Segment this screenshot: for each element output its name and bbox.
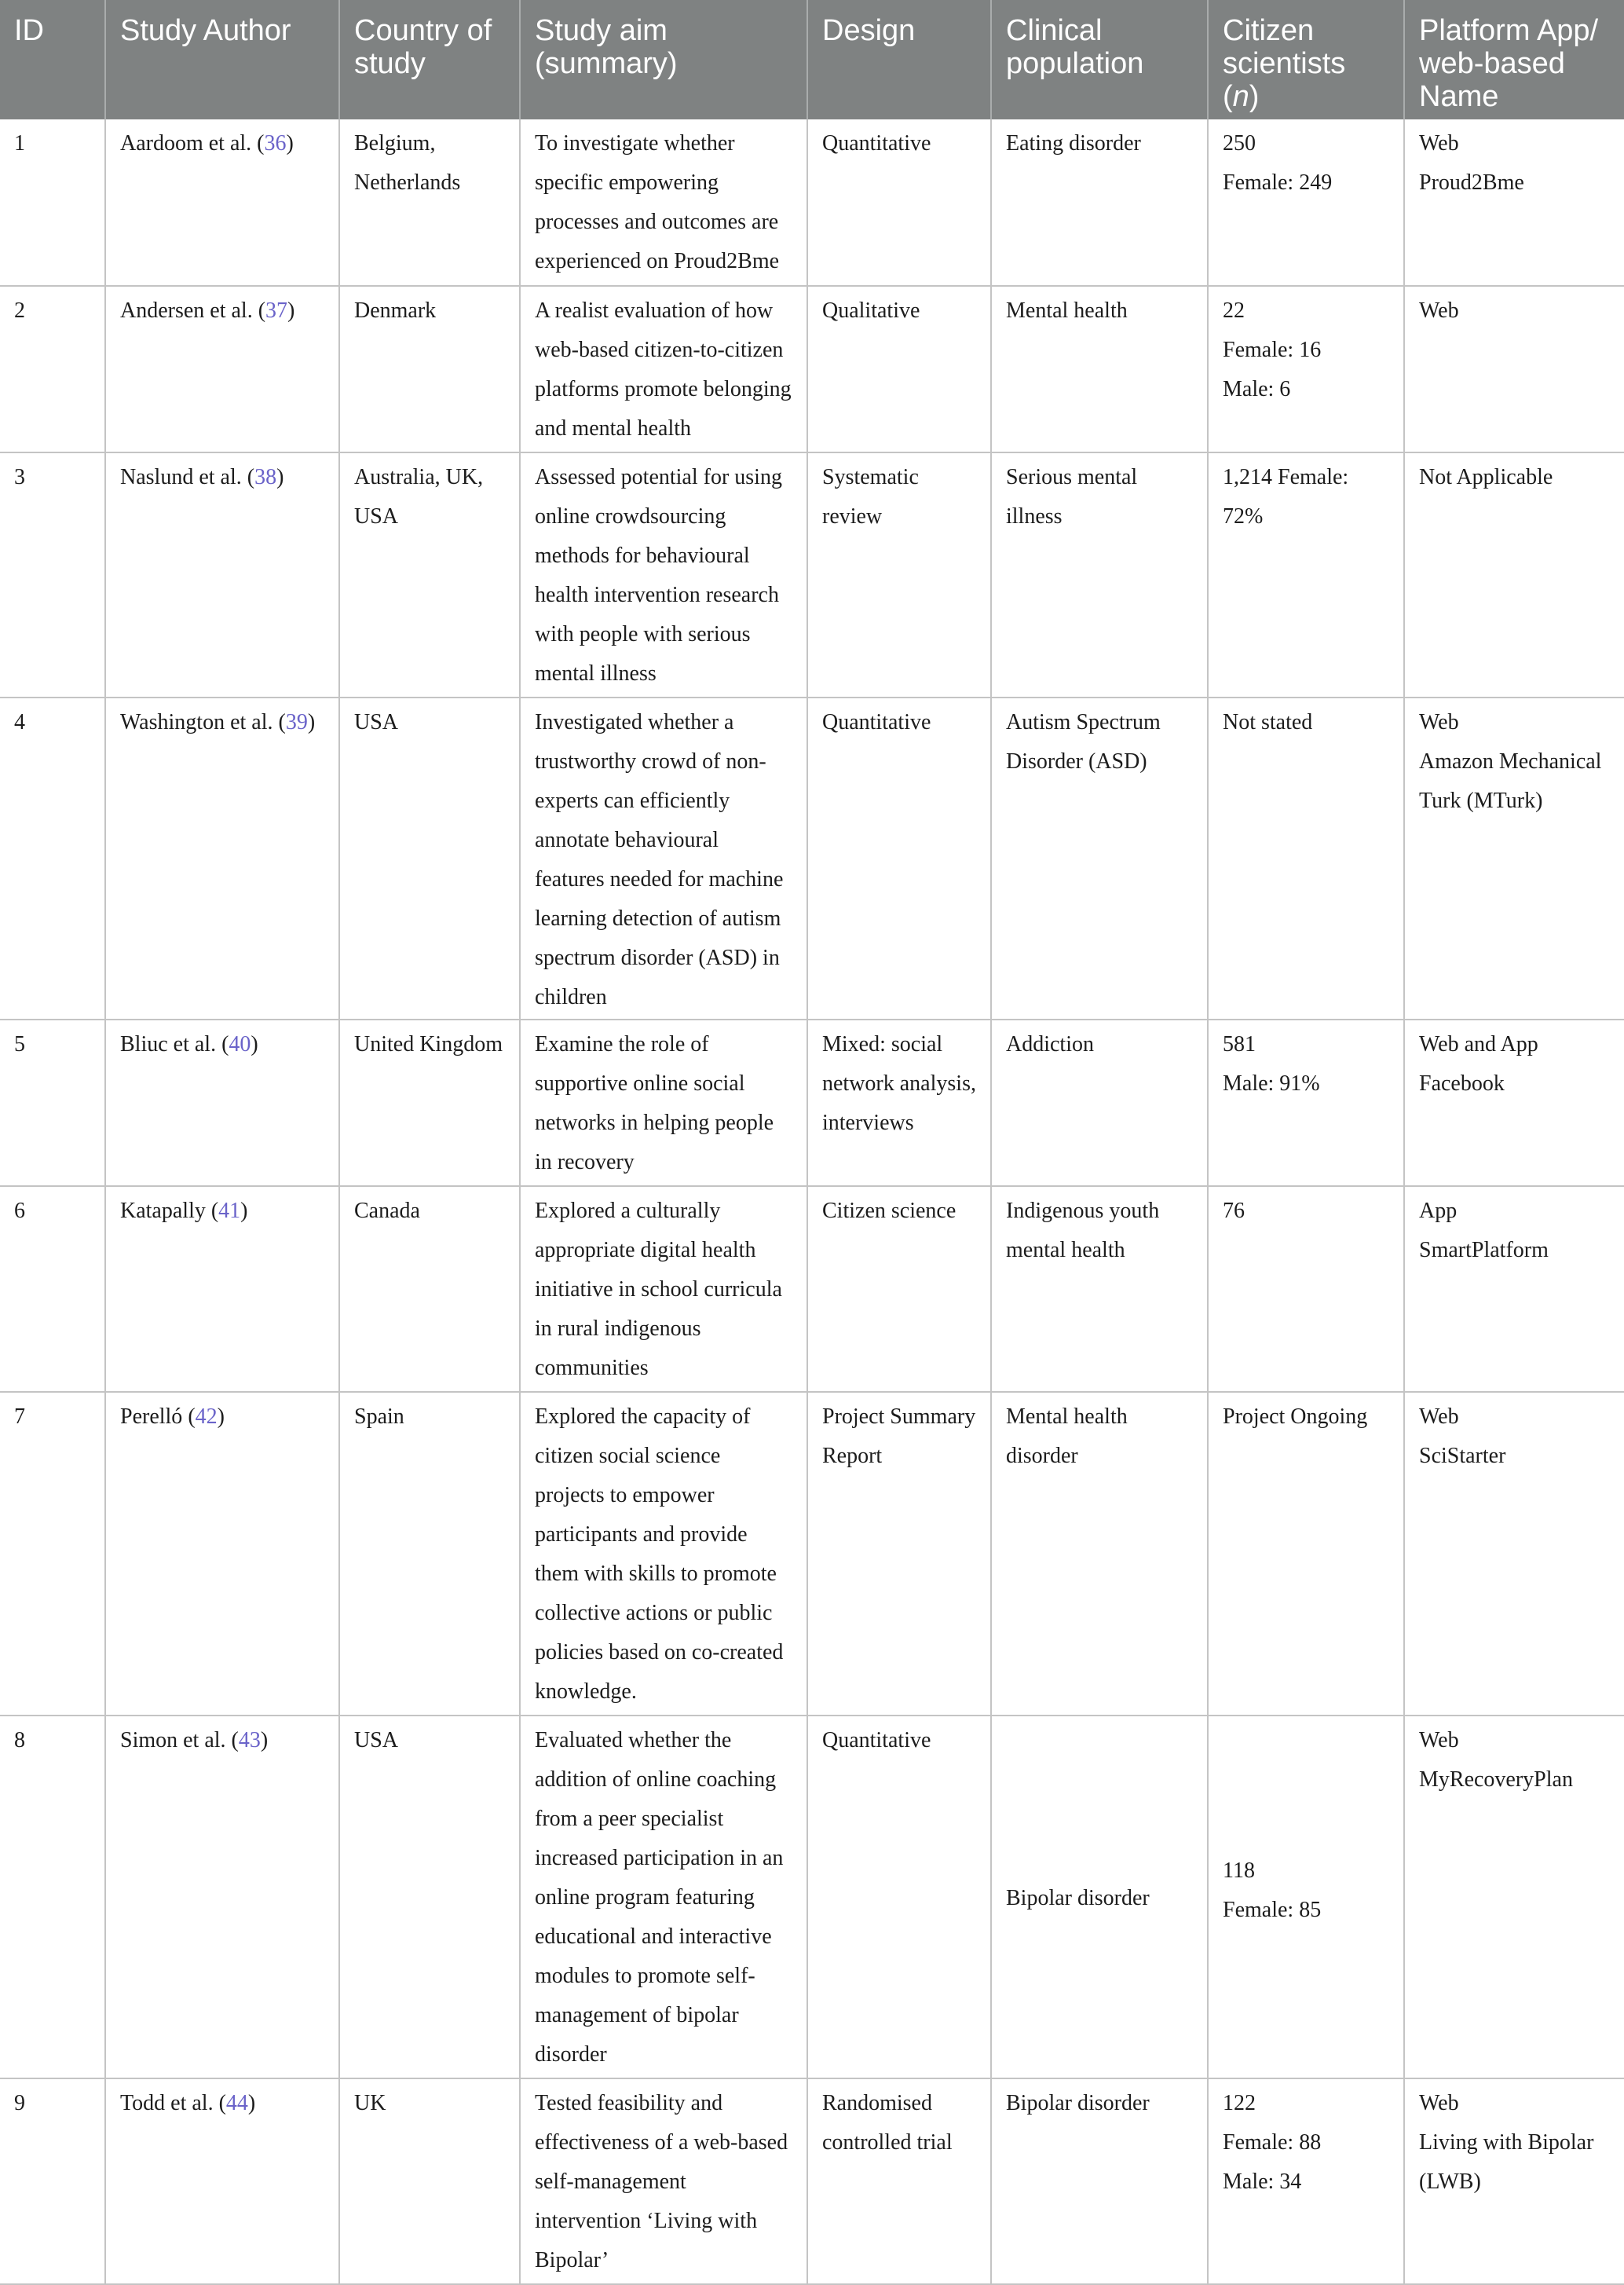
citizen-line: 118 — [1223, 1858, 1255, 1883]
cell-country: United Kingdom — [339, 1020, 520, 1186]
cell-clinical: Mental health disorder — [991, 1392, 1208, 1716]
cell-citizen — [1208, 2078, 1404, 2284]
table-row — [0, 452, 1624, 698]
citizen-line: 250 — [1223, 131, 1256, 156]
reference-link[interactable]: 40 — [229, 1032, 251, 1056]
author-name: Simon et al. — [120, 1728, 226, 1752]
header-country: Country of study — [339, 0, 520, 119]
platform-line: Web — [1419, 710, 1459, 734]
author-name: Bliuc et al. — [120, 1032, 217, 1056]
table-row — [0, 119, 1624, 286]
platform-line: Proud2Bme — [1419, 170, 1524, 195]
cell-country: USA — [339, 1716, 520, 2078]
cell-id: 1 — [0, 119, 105, 286]
platform-line: Web — [1419, 2091, 1459, 2115]
cell-design: Systematic review — [807, 452, 991, 698]
table-row — [0, 1392, 1624, 1716]
author-name: Andersen et al. — [120, 298, 253, 323]
author-name: Washington et al. — [120, 710, 273, 734]
platform-line: Web — [1419, 1404, 1459, 1429]
cell-design: Mixed: social network analysis, interviews — [807, 1020, 991, 1186]
cell-id: 8 — [0, 1716, 105, 2078]
citizen-line: Female: 88 — [1223, 2130, 1322, 2155]
cell-citizen — [1208, 1020, 1404, 1186]
cell-clinical: Indigenous youth mental health — [991, 1186, 1208, 1392]
platform-line: MyRecoveryPlan — [1419, 1767, 1573, 1792]
cell-author: Andersen et al. (37) — [105, 286, 339, 452]
author-name: Naslund et al. — [120, 465, 242, 489]
cell-aim: Explored a culturally appropriate digital health initiative in school curricula in rural indigenous communities — [520, 1186, 807, 1392]
cell-country: Spain — [339, 1392, 520, 1716]
cell-id: 6 — [0, 1186, 105, 1392]
header-clinical: Clinical population — [991, 0, 1208, 119]
cell-aim: Assessed potential for using online crowdsourcing methods for behavioural health intervention research with people with serious mental illness — [520, 452, 807, 698]
cell-citizen — [1208, 286, 1404, 452]
citizen-line: Female: 249 — [1223, 170, 1333, 195]
cell-citizen — [1208, 1716, 1404, 2078]
reference-link[interactable]: 36 — [264, 131, 287, 156]
cell-design: Randomised controlled trial — [807, 2078, 991, 2284]
header-id: ID — [0, 0, 105, 119]
cell-author: Aardoom et al. (36) — [105, 119, 339, 286]
citizen-line: Female: 85 — [1223, 1898, 1322, 1922]
citizen-line: 1,214 Female: 72% — [1223, 465, 1349, 529]
header-citizen: Citizen scientists (n) — [1208, 0, 1404, 119]
cell-design: Citizen science — [807, 1186, 991, 1392]
cell-design: Quantitative — [807, 698, 991, 1020]
platform-line: Web — [1419, 1728, 1459, 1752]
platform-line: Web and App — [1419, 1032, 1538, 1056]
reference-link[interactable]: 41 — [218, 1199, 241, 1223]
reference-link[interactable]: 37 — [265, 298, 288, 323]
cell-aim: Explored the capacity of citizen social science projects to empower participants and provide them with skills to promote collective actions or public policies based on co-created knowledge. — [520, 1392, 807, 1716]
reference-link[interactable]: 39 — [285, 710, 308, 734]
cell-design: Quantitative — [807, 1716, 991, 2078]
platform-line: Amazon Mechanical Turk (MTurk) — [1419, 749, 1602, 813]
cell-author: Washington et al. (39) — [105, 698, 339, 1020]
cell-citizen — [1208, 452, 1404, 698]
cell-country: Australia, UK, USA — [339, 452, 520, 698]
cell-author: Todd et al. (44) — [105, 2078, 339, 2284]
citizen-line: Male: 91% — [1223, 1071, 1320, 1096]
cell-citizen — [1208, 1392, 1404, 1716]
cell-clinical: Addiction — [991, 1020, 1208, 1186]
cell-id: 9 — [0, 2078, 105, 2284]
cell-country: Canada — [339, 1186, 520, 1392]
citizen-line: Male: 34 — [1223, 2170, 1302, 2194]
cell-id: 2 — [0, 286, 105, 452]
header-author: Study Author — [105, 0, 339, 119]
cell-platform — [1404, 2078, 1624, 2284]
citizen-line: 581 — [1223, 1032, 1256, 1056]
cell-aim: Tested feasibility and effectiveness of a web-based self-management intervention ‘Living with Bipolar’ — [520, 2078, 807, 2284]
citizen-line: Not stated — [1223, 710, 1313, 734]
citizen-line: Female: 16 — [1223, 338, 1322, 362]
cell-clinical: Mental health — [991, 286, 1208, 452]
table-row — [0, 2078, 1624, 2284]
cell-aim: Investigated whether a trustworthy crowd of non-experts can efficiently annotate behavioural features needed for machine learning detection of autism spectrum disorder (ASD) in children — [520, 698, 807, 1020]
cell-design: Qualitative — [807, 286, 991, 452]
cell-aim: A realist evaluation of how web-based citizen-to-citizen platforms promote belonging and mental health — [520, 286, 807, 452]
cell-platform — [1404, 1392, 1624, 1716]
cell-id: 4 — [0, 698, 105, 1020]
cell-aim: Examine the role of supportive online social networks in helping people in recovery — [520, 1020, 807, 1186]
cell-author: Naslund et al. (38) — [105, 452, 339, 698]
cell-aim: To investigate whether specific empowering processes and outcomes are experienced on Proud2Bme — [520, 119, 807, 286]
platform-line: Web — [1419, 298, 1459, 323]
cell-clinical: Serious mental illness — [991, 452, 1208, 698]
table-row — [0, 1020, 1624, 1186]
cell-id: 3 — [0, 452, 105, 698]
cell-country: Belgium, Netherlands — [339, 119, 520, 286]
citizen-line: 22 — [1223, 298, 1245, 323]
author-name: Katapally — [120, 1199, 206, 1223]
cell-aim: Evaluated whether the addition of online coaching from a peer specialist increased participation in an online program featuring educational and interactive modules to promote self-management of bipolar disorder — [520, 1716, 807, 2078]
header-aim: Study aim (summary) — [520, 0, 807, 119]
cell-country: Denmark — [339, 286, 520, 452]
cell-platform — [1404, 698, 1624, 1020]
cell-author: Perelló (42) — [105, 1392, 339, 1716]
cell-country: UK — [339, 2078, 520, 2284]
reference-link[interactable]: 43 — [238, 1728, 261, 1752]
cell-platform — [1404, 1716, 1624, 2078]
platform-line: Not Applicable — [1419, 465, 1553, 489]
cell-author: Katapally (41) — [105, 1186, 339, 1392]
table-row — [0, 1186, 1624, 1392]
cell-design: Project Summary Report — [807, 1392, 991, 1716]
cell-platform — [1404, 452, 1624, 698]
reference-link[interactable]: 38 — [254, 465, 277, 489]
cell-citizen — [1208, 698, 1404, 1020]
platform-line: App — [1419, 1199, 1458, 1223]
reference-link[interactable]: 44 — [225, 2091, 248, 2115]
cell-platform — [1404, 1186, 1624, 1392]
platform-line: SciStarter — [1419, 1444, 1506, 1468]
cell-platform — [1404, 119, 1624, 286]
author-name: Perelló — [120, 1404, 183, 1429]
cell-clinical: Bipolar disorder — [991, 1716, 1208, 2078]
header-row — [0, 0, 1624, 119]
cell-platform — [1404, 1020, 1624, 1186]
header-platform: Platform App/ web-based Name — [1404, 0, 1624, 119]
cell-clinical: Bipolar disorder — [991, 2078, 1208, 2284]
citizen-line: 76 — [1223, 1199, 1245, 1223]
cell-clinical: Autism Spectrum Disorder (ASD) — [991, 698, 1208, 1020]
platform-line: Facebook — [1419, 1071, 1505, 1096]
citizen-line: Male: 6 — [1223, 377, 1291, 401]
platform-line: Web — [1419, 131, 1459, 156]
cell-id: 5 — [0, 1020, 105, 1186]
cell-design: Quantitative — [807, 119, 991, 286]
citizen-line: Project Ongoing — [1223, 1404, 1368, 1429]
cell-author: Simon et al. (43) — [105, 1716, 339, 2078]
cell-citizen — [1208, 1186, 1404, 1392]
cell-country: USA — [339, 698, 520, 1020]
cell-author: Bliuc et al. (40) — [105, 1020, 339, 1186]
cell-citizen — [1208, 119, 1404, 286]
author-name: Todd et al. — [120, 2091, 214, 2115]
reference-link[interactable]: 42 — [195, 1404, 218, 1429]
platform-line: SmartPlatform — [1419, 1238, 1549, 1262]
table-row — [0, 698, 1624, 1020]
platform-line: Living with Bipolar (LWB) — [1419, 2130, 1594, 2194]
author-name: Aardoom et al. — [120, 131, 252, 156]
table-row — [0, 1716, 1624, 2078]
cell-id: 7 — [0, 1392, 105, 1716]
cell-clinical: Eating disorder — [991, 119, 1208, 286]
citizen-line: 122 — [1223, 2091, 1256, 2115]
header-design: Design — [807, 0, 991, 119]
table-row — [0, 286, 1624, 452]
cell-platform — [1404, 286, 1624, 452]
